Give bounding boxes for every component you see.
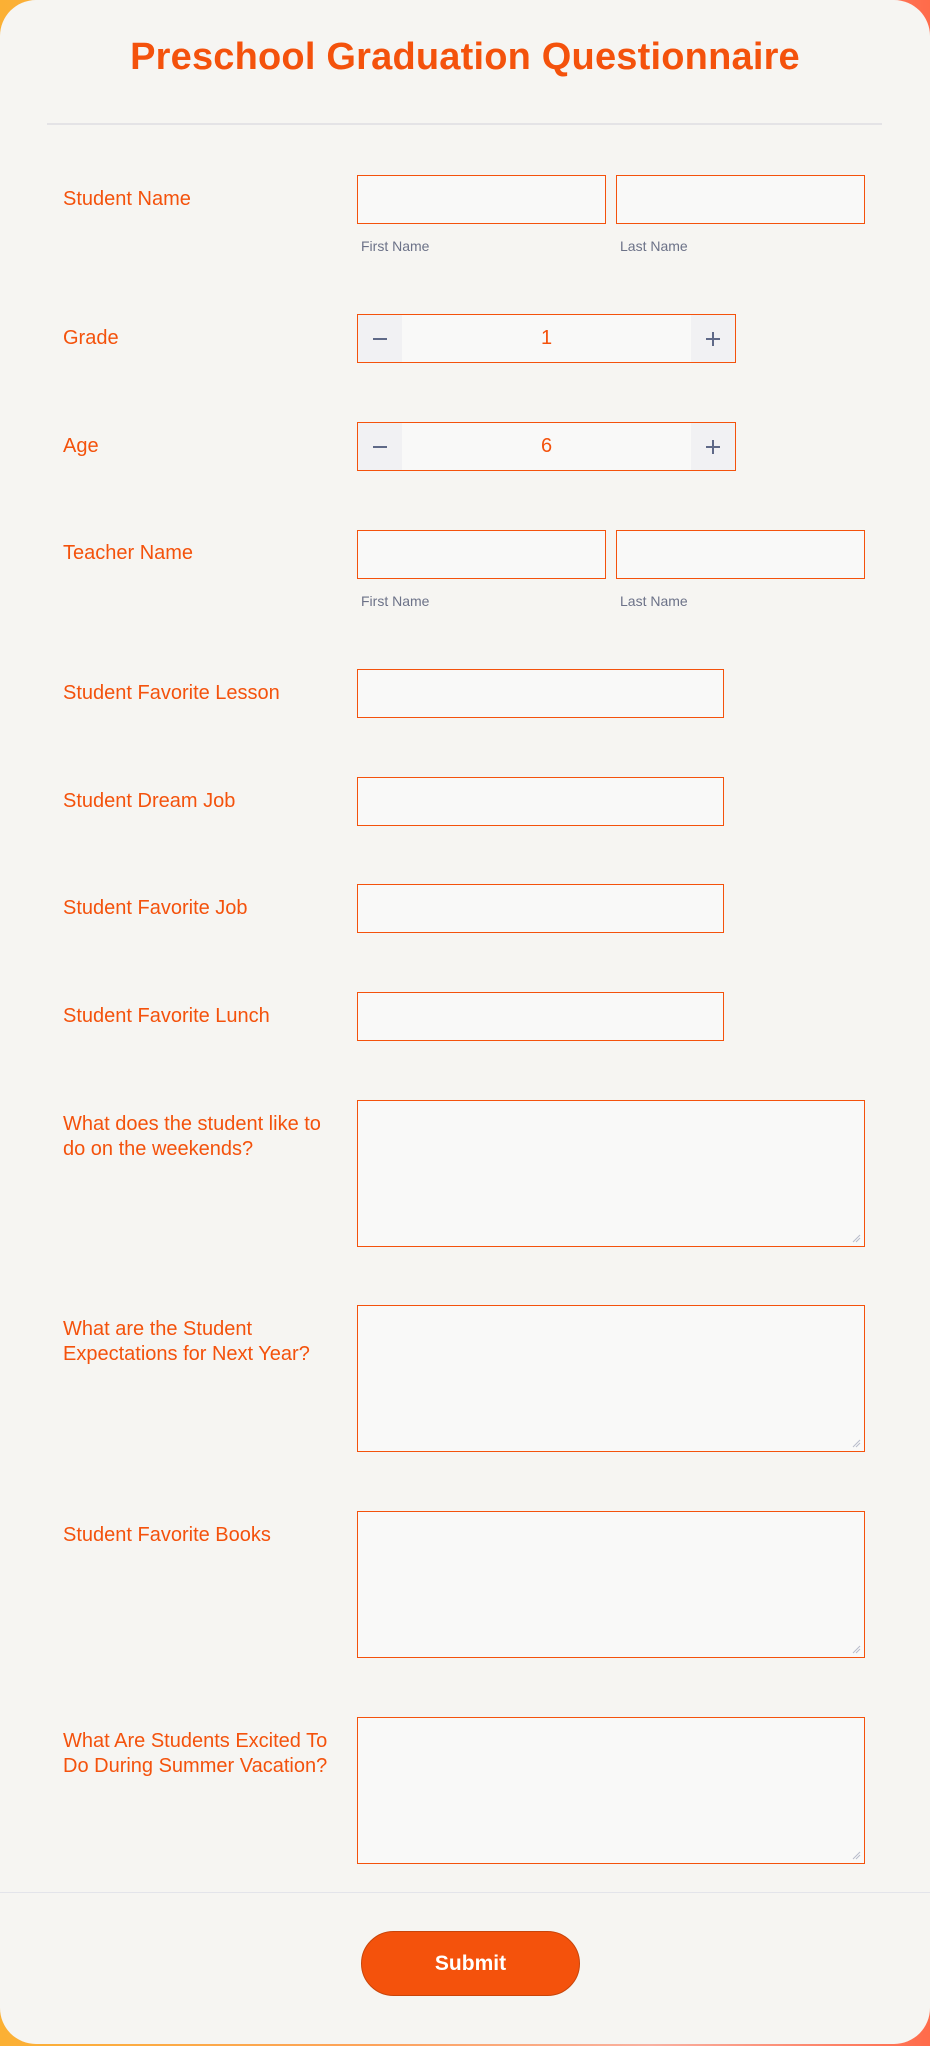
student-first-name-input[interactable] [357, 175, 606, 224]
favorite-books-textarea[interactable] [357, 1511, 865, 1658]
teacher-first-name-sublabel: First Name [361, 593, 430, 609]
grade-decrement-button[interactable] [358, 315, 402, 362]
student-last-name-input[interactable] [616, 175, 865, 224]
age-decrement-button[interactable] [358, 423, 402, 470]
teacher-first-name-input[interactable] [357, 530, 606, 579]
favorite-books-label: Student Favorite Books [63, 1524, 271, 1546]
resize-handle-icon[interactable] [851, 1438, 861, 1448]
title-divider [47, 123, 882, 125]
grade-stepper[interactable] [357, 314, 736, 363]
student-name-label: Student Name [63, 188, 191, 210]
favorite-lunch-input[interactable] [357, 992, 724, 1041]
age-label: Age [63, 435, 99, 457]
expectations-label: What are the Student Expectations for Next Year? [63, 1318, 310, 1365]
favorite-job-label: Student Favorite Job [63, 897, 248, 919]
weekends-textarea[interactable] [357, 1100, 865, 1247]
resize-handle-icon[interactable] [851, 1850, 861, 1860]
minus-icon [371, 438, 389, 456]
teacher-name-label: Teacher Name [63, 542, 194, 564]
summer-label: What Are Students Excited To Do During Summer Vacation? [63, 1730, 328, 1777]
plus-icon [704, 330, 722, 348]
summer-textarea[interactable] [357, 1717, 865, 1864]
grade-label: Grade [63, 327, 119, 349]
minus-icon [371, 330, 389, 348]
age-value[interactable]: 6 [540, 435, 553, 457]
favorite-lunch-label: Student Favorite Lunch [63, 1005, 270, 1027]
resize-handle-icon[interactable] [851, 1233, 861, 1243]
favorite-lesson-label: Student Favorite Lesson [63, 682, 280, 704]
dream-job-label: Student Dream Job [63, 790, 236, 812]
favorite-job-input[interactable] [357, 884, 724, 933]
expectations-textarea[interactable] [357, 1305, 865, 1452]
grade-increment-button[interactable] [691, 315, 735, 362]
plus-icon [704, 438, 722, 456]
footer-divider [0, 1892, 930, 1893]
dream-job-input[interactable] [357, 777, 724, 826]
submit-button[interactable]: Submit [361, 1931, 580, 1996]
resize-handle-icon[interactable] [851, 1644, 861, 1654]
teacher-last-name-sublabel: Last Name [620, 593, 688, 609]
student-first-name-sublabel: First Name [361, 238, 430, 254]
form-title: Preschool Graduation Questionnaire [130, 36, 800, 78]
teacher-last-name-input[interactable] [616, 530, 865, 579]
student-last-name-sublabel: Last Name [620, 238, 688, 254]
age-stepper[interactable] [357, 422, 736, 471]
grade-value[interactable]: 1 [540, 327, 553, 349]
age-increment-button[interactable] [691, 423, 735, 470]
weekends-label: What does the student like to do on the weekends? [63, 1113, 321, 1160]
favorite-lesson-input[interactable] [357, 669, 724, 718]
